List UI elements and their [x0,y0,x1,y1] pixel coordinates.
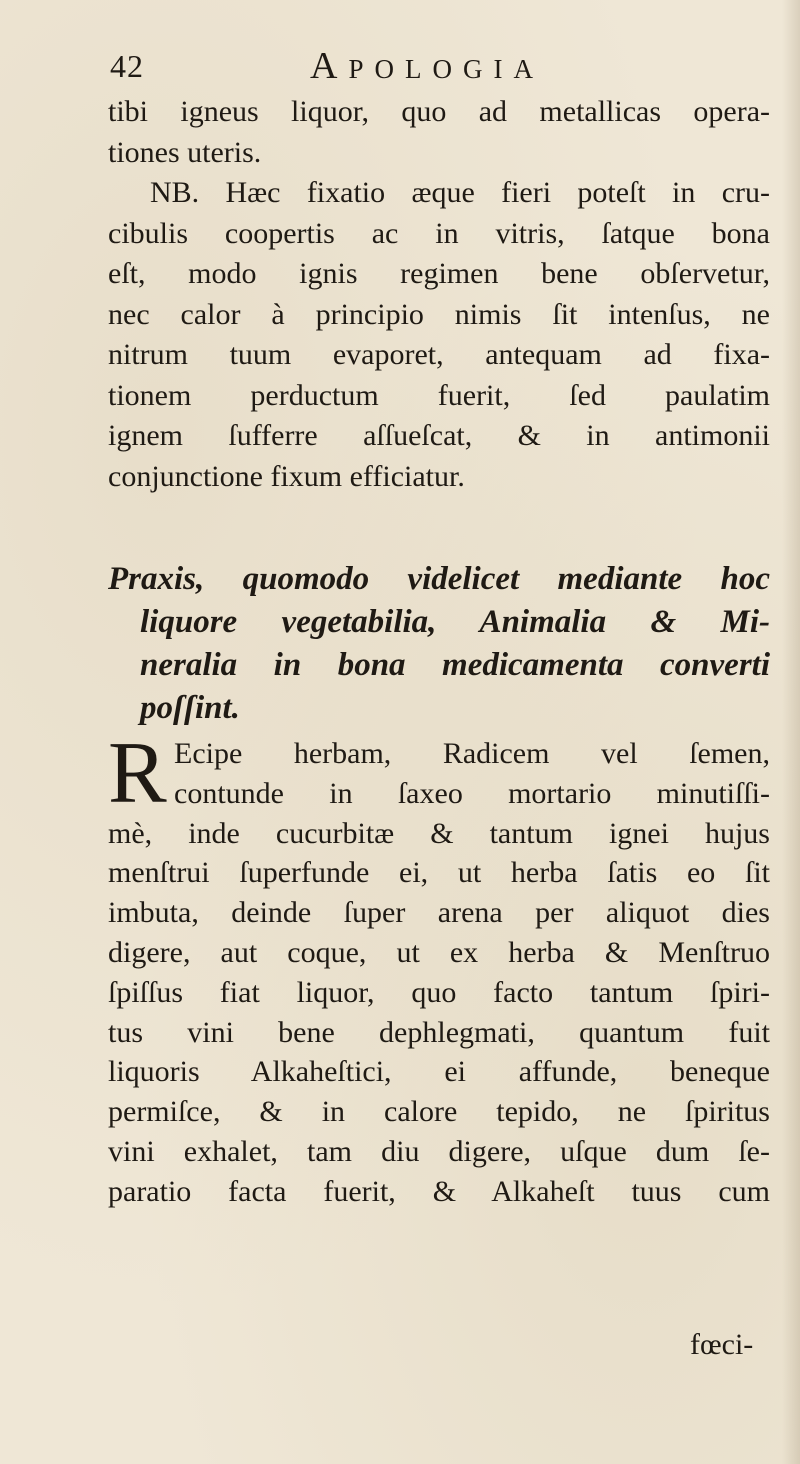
text-line: NB. Hæc fixatio æque fieri poteſt in cru- [150,176,770,209]
page-edge-shadow [782,0,800,1464]
text-line: permiſce, & in calore tepido, ne ſpiritus [108,1095,770,1129]
text-line: paratio facta fuerit, & Alkaheſt tuus cum [108,1174,770,1208]
text-line: imbuta, deinde ſuper arena per aliquot dies [108,896,770,930]
text-line: ſpiſſus fiat liquor, quo facto tantum ſpiri- [108,975,770,1009]
text-line: liquoris Alkaheſtici, ei affunde, beneque [108,1055,770,1089]
text-line: nitrum tuum evaporet, antequam ad fixa- [108,338,770,371]
paragraph-2 [108,725,770,1212]
text-line: vini exhalet, tam diu digere, uſque dum ſe- [108,1134,770,1168]
text-line: cibulis coopertis ac in vitris, ſatque bona [108,216,770,250]
text-line: Ecipe herbam, Radicem vel ſemen, [174,737,770,770]
page-header [110,44,770,94]
section-heading [108,558,770,730]
heading-line: poſſint. [140,690,240,726]
paragraph-1 [108,92,770,497]
heading-line: Praxis, quomodo videlicet mediante hoc [108,561,770,597]
text-line: tiones uteris. [108,135,262,169]
catchword: fœci- [690,1328,754,1361]
text-line: ignem ſufferre aſſueſcat, & in antimonii [108,419,770,452]
text-line: contunde in ſaxeo mortario minutiſſi- [174,776,770,810]
text-line: nec calor à principio nimis ſit intenſus, ne [108,297,770,331]
text-line: conjunctione fixum efficiatur. [108,459,465,493]
text-line: tus vini bene dephlegmati, quantum fuit [108,1015,770,1049]
text-line: digere, aut coque, ut ex herba & Menſtruo [108,935,770,969]
heading-line: neralia in bona medicamenta converti [140,647,770,683]
page-number: 42 [110,48,144,84]
text-line: tionem perductum fuerit, ſed paulatim [108,378,770,412]
text-line: tibi igneus liquor, quo ad metallicas opera- [108,95,770,128]
running-title: Apologia [310,45,544,87]
drop-cap: R [108,725,167,822]
text-line: eſt, modo ignis regimen bene obſervetur, [108,257,770,290]
heading-line: liquore vegetabilia, Animalia & Mi- [140,604,770,640]
text-line: menſtrui ſuperfunde ei, ut herba ſatis eo ſit [108,856,770,890]
text-line: mè, inde cucurbitæ & tantum ignei hujus [108,816,770,850]
